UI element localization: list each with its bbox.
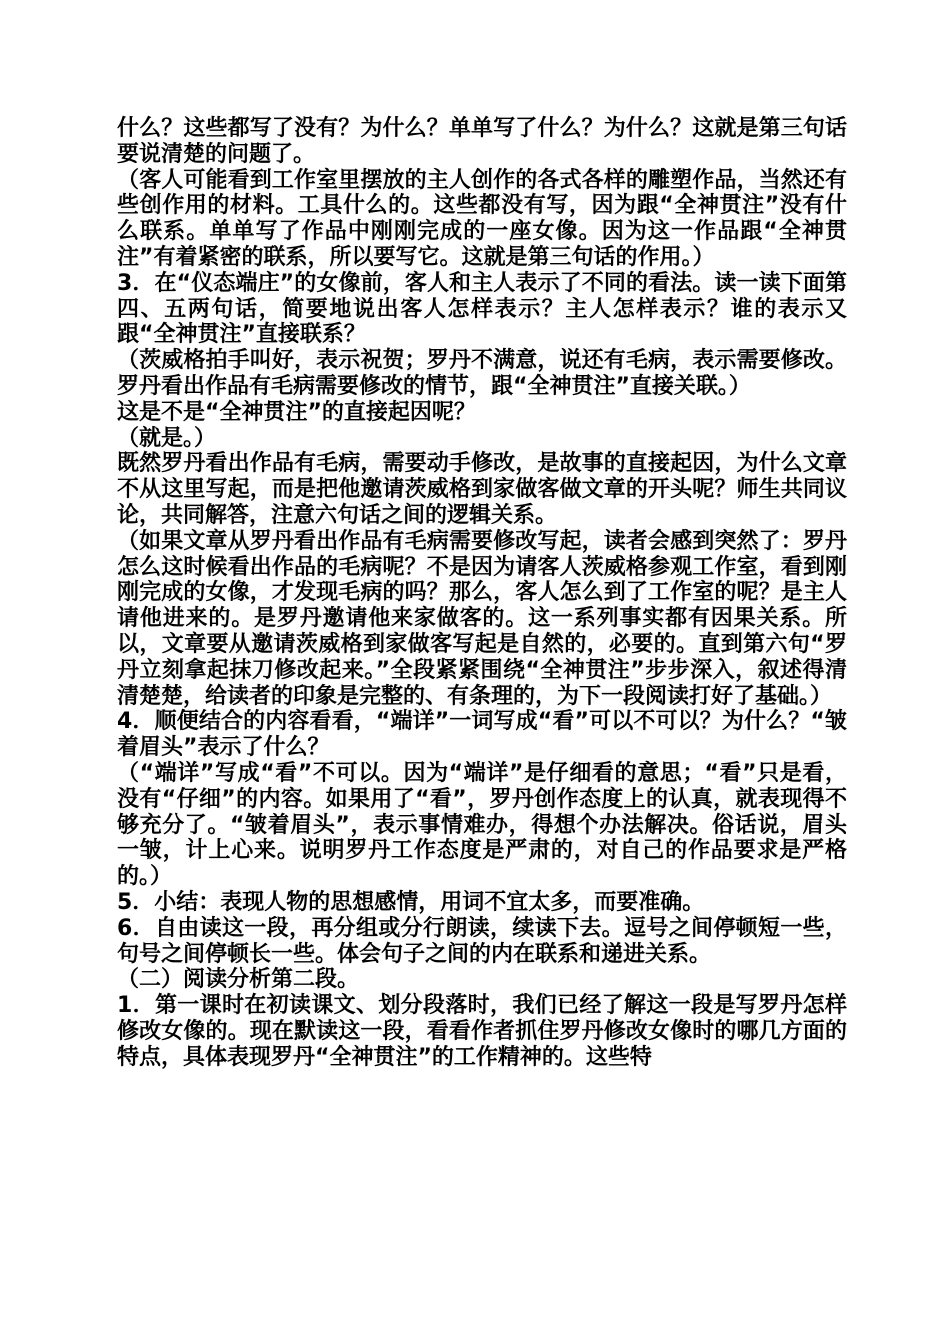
paragraph: （“端详”写成“看”不可以。因为“端详”是仔细看的意思；“看”只是看，没有“仔细”的内容。如果用了“看”，罗丹创作态度上的认真，就表现得不够充分了。“皱着眉头”，表示事情难办，得想个办法解决。俗话说，眉头一皱，计上心来。说明罗丹工作态度是严肃的，对自己的作品要求是严格的。） — [117, 760, 847, 890]
paragraph: 3．在“仪态端庄”的女像前，客人和主人表示了不同的看法。读一读下面第四、五两句话，简要地说出客人怎样表示？主人怎样表示？谁的表示又跟“全神贯注”直接联系？ — [117, 270, 847, 348]
document-page — [117, 116, 847, 1070]
paragraph: 4．顺便结合的内容看看，“端详”一词写成“看”可以不可以？为什么？“皱着眉头”表示了什么？ — [117, 709, 847, 761]
paragraph: （如果文章从罗丹看出作品有毛病需要修改写起，读者会感到突然了：罗丹怎么这时候看出作品的毛病呢？不是因为请客人茨威格参观工作室，看到刚刚完成的女像，才发现毛病的吗？那么，客人怎么到了工作室的呢？是主人请他进来的。是罗丹邀请他来家做客的。这一系列事实都有因果关系。所以，文章要从邀请茨威格到家做客写起是自然的，必要的。直到第六句“罗丹立刻拿起抹刀修改起来。”全段紧紧围绕“全神贯注”步步深入，叙述得清清楚楚，给读者的印象是完整的、有条理的，为下一段阅读打好了基础。） — [117, 528, 847, 709]
paragraph: 5．小结：表现人物的思想感情，用词不宜太多，而要准确。 — [117, 889, 705, 915]
paragraph: （就是。） — [117, 425, 217, 451]
paragraph: （茨威格拍手叫好，表示祝贺；罗丹不满意，说还有毛病，表示需要修改。罗丹看出作品有毛病需要修改的情节，跟“全神贯注”直接关联。） — [117, 348, 847, 399]
paragraph: 什么？这些都写了没有？为什么？单单写了什么？为什么？这就是第三句话要说清楚的问题了。 — [117, 116, 847, 167]
section-heading: （二）阅读分析第二段。 — [117, 967, 360, 993]
paragraph: 这是不是“全神贯注”的直接起因呢？ — [117, 399, 476, 425]
paragraph: （客人可能看到工作室里摆放的主人创作的各式各样的雕塑作品，当然还有些创作用的材料。工具什么的。这些都没有写，因为跟“全神贯注”没有什么联系。单单写了作品中刚刚完成的一座女像。因为这一作品跟“全神贯注”有着紧密的联系，所以要写它。这就是第三句话的作用。） — [117, 167, 847, 270]
paragraph: 既然罗丹看出作品有毛病，需要动手修改，是故事的直接起因，为什么文章不从这里写起，而是把他邀请茨威格到家做客做文章的开头呢？师生共同议论，共同解答，注意六句话之间的逻辑关系。 — [117, 451, 847, 528]
paragraph: 6．自由读这一段，再分组或分行朗读，续读下去。逗号之间停顿短一些，句号之间停顿长一些。体会句子之间的内在联系和递进关系。 — [117, 915, 847, 967]
paragraph: 1．第一课时在初读课文、划分段落时，我们已经了解这一段是写罗丹怎样修改女像的。现在默读这一段，看看作者抓住罗丹修改女像时的哪几方面的特点，具体表现罗丹“全神贯注”的工作精神的。这些特 — [117, 993, 847, 1070]
